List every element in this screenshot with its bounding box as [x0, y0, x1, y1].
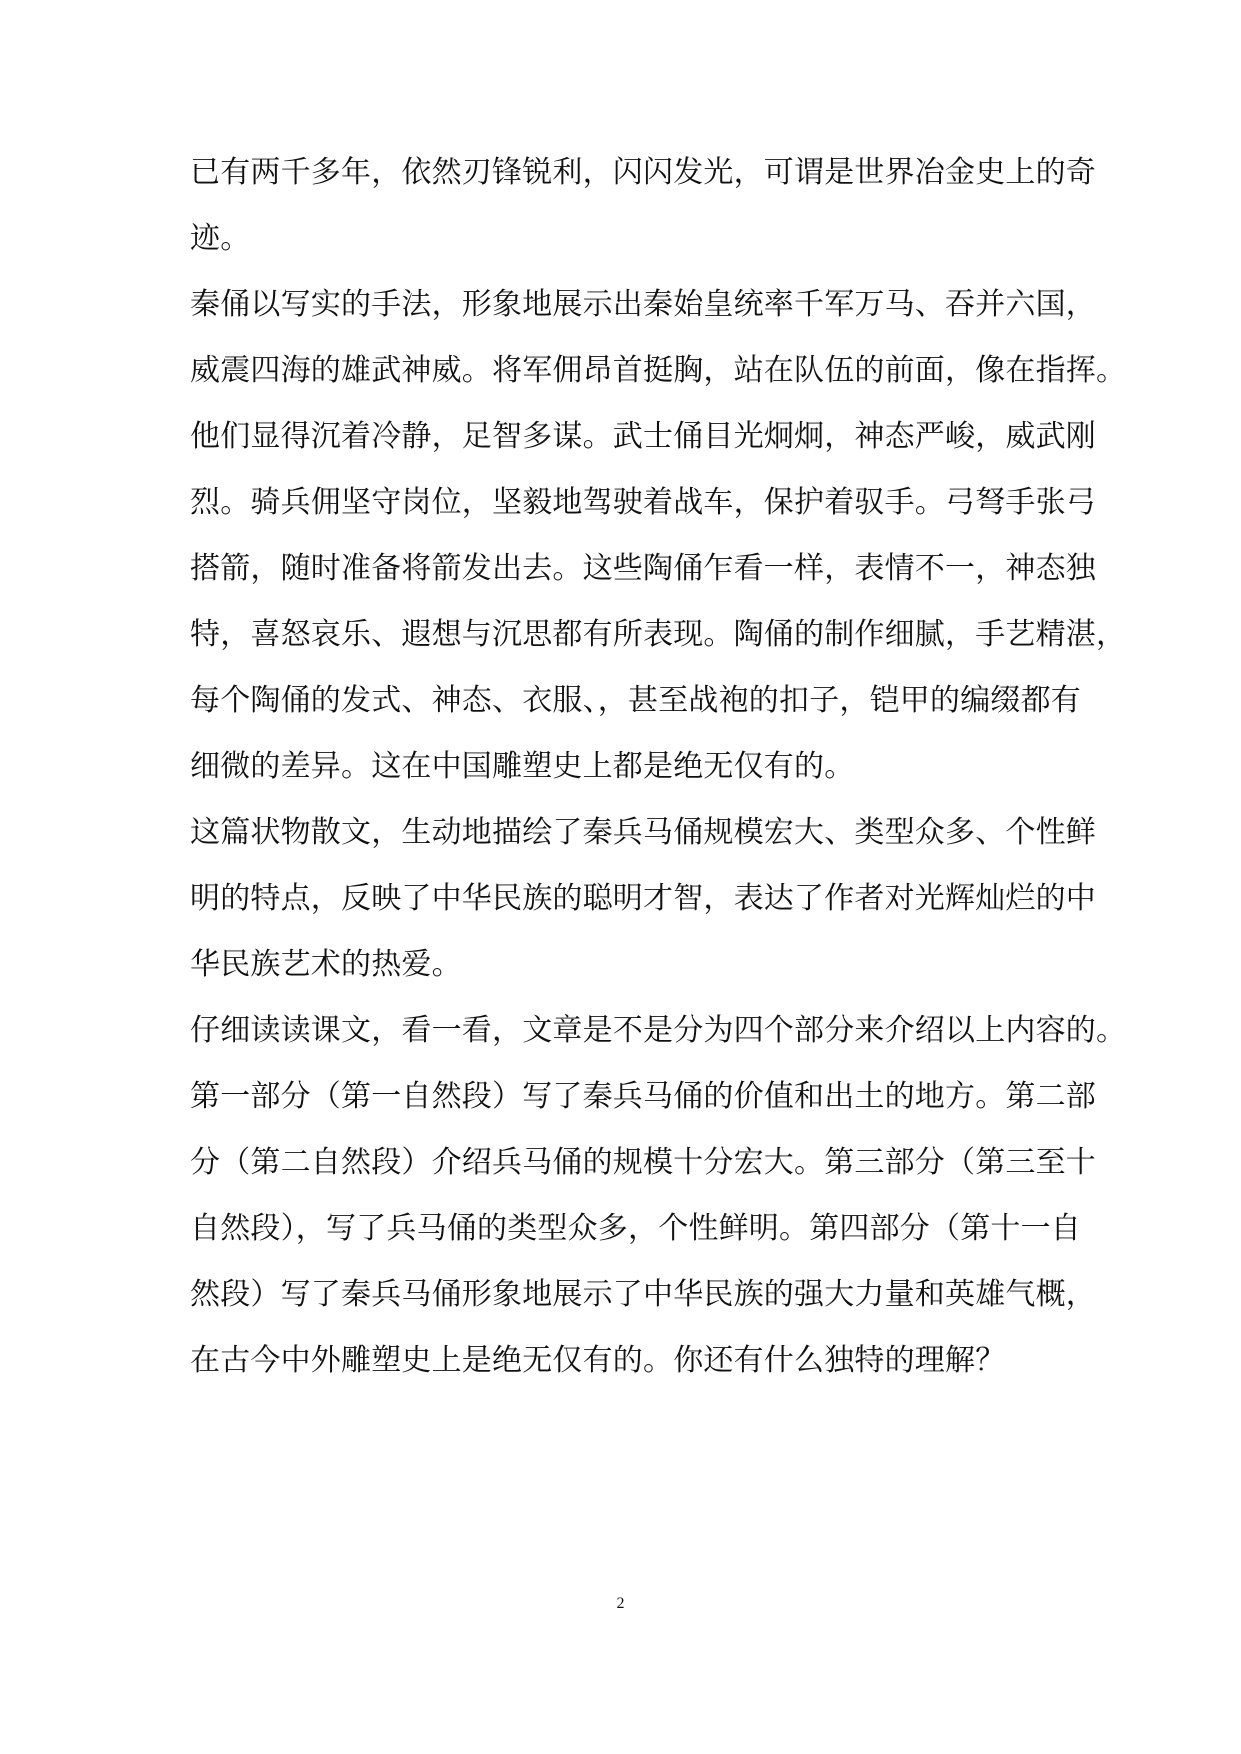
body-text [190, 140, 1127, 1394]
text-line: 仔细读读课文，看一看，文章是不是分为四个部分来介绍以上内容的。 [190, 1013, 1127, 1048]
text-line: 搭箭，随时准备将箭发出去。这些陶俑乍看一样，表情不一，神态独 [190, 551, 1096, 586]
text-line: 第一部分（第一自然段）写了秦兵马俑的价值和出土的地方。第二部 [190, 1079, 1096, 1114]
text-line: 分（第二自然段）介绍兵马俑的规模十分宏大。第三部分（第三至十 [190, 1145, 1096, 1180]
text-line: 威震四海的雄武神威。将军佣昂首挺胸，站在队伍的前面，像在指挥。 [190, 353, 1127, 388]
page-number: 2 [616, 1595, 625, 1612]
text-line: 烈。骑兵佣坚守岗位，坚毅地驾驶着战车，保护着驭手。弓弩手张弓 [190, 485, 1096, 520]
text-line: 他们显得沉着冷静，足智多谋。武士俑目光炯炯，神态严峻，威武刚 [190, 419, 1096, 454]
text-line: 细微的差异。这在中国雕塑史上都是绝无仅有的。 [190, 749, 855, 784]
text-line: 每个陶俑的发式、神态、衣服、，甚至战袍的扣子，铠甲的编缀都有 [190, 683, 1081, 718]
text-line: 已有两千多年，依然刃锋锐利，闪闪发光，可谓是世界冶金史上的奇 [190, 155, 1096, 190]
text-line: 在古今中外雕塑史上是绝无仅有的。你还有什么独特的理解？ [190, 1343, 1006, 1378]
text-line: 华民族艺术的热爱。 [190, 947, 462, 982]
text-line: 秦俑以写实的手法，形象地展示出秦始皇统率千军万马、吞并六国， [190, 287, 1096, 322]
text-line: 自然段），写了兵马俑的类型众多，个性鲜明。第四部分（第十一自 [190, 1211, 1081, 1246]
text-line: 这篇状物散文，生动地描绘了秦兵马俑规模宏大、类型众多、个性鲜 [190, 815, 1096, 850]
text-line: 然段）写了秦兵马俑形象地展示了中华民族的强大力量和英雄气概， [190, 1277, 1096, 1312]
text-line: 明的特点，反映了中华民族的聪明才智，表达了作者对光辉灿烂的中 [190, 881, 1096, 916]
text-line: 特，喜怒哀乐、遐想与沉思都有所表现。陶俑的制作细腻，手艺精湛， [190, 617, 1127, 652]
text-line: 迹。 [190, 221, 251, 256]
